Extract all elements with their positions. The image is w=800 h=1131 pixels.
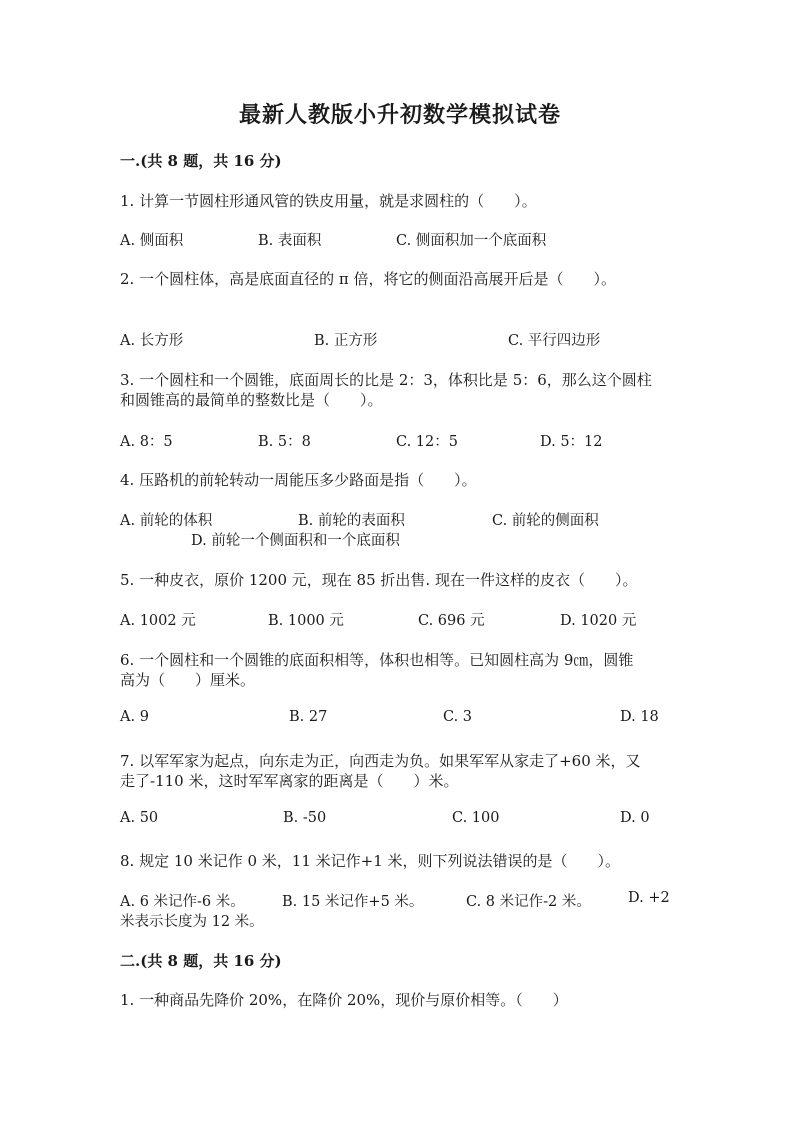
question-8-option-d-continued: 米表示长度为 12 米。 xyxy=(120,914,264,930)
section-heading-2: 二.(共 8 题，共 16 分) xyxy=(120,952,282,970)
question-3-stem-line-2: 和圆锥高的最简单的整数比是（ ）。 xyxy=(120,391,383,409)
question-8-option-c[interactable]: C. 8 米记作-2 米。 xyxy=(466,894,591,910)
question-3-option-c[interactable]: C. 12：5 xyxy=(396,434,458,450)
question-1-option-b[interactable]: B. 表面积 xyxy=(258,233,322,249)
question-4-option-a[interactable]: A. 前轮的体积 xyxy=(120,513,213,529)
page-title: 最新人教版小升初数学模拟试卷 xyxy=(238,102,561,128)
question-6-option-b[interactable]: B. 27 xyxy=(289,709,328,725)
question-4-option-d[interactable]: D. 前轮一个侧面积和一个底面积 xyxy=(191,533,400,549)
question-6-stem-line-2: 高为（ ）厘米。 xyxy=(120,671,256,689)
question-6-option-a[interactable]: A. 9 xyxy=(120,709,149,725)
question-5-option-a[interactable]: A. 1002 元 xyxy=(120,613,196,629)
question-3-option-a[interactable]: A. 8：5 xyxy=(120,434,173,450)
question-7-stem-line-1: 7. 以军军家为起点，向东走为正，向西走为负。如果军军从家走了+60 米，又 xyxy=(120,752,641,770)
question-2-option-b[interactable]: B. 正方形 xyxy=(314,333,378,349)
question-7-option-b[interactable]: B. -50 xyxy=(283,810,327,826)
question-7-option-a[interactable]: A. 50 xyxy=(120,810,159,826)
question-8-stem: 8. 规定 10 米记作 0 米，11 米记作+1 米，则下列说法错误的是（ ）。 xyxy=(120,852,621,870)
question-5-option-b[interactable]: B. 1000 元 xyxy=(268,613,344,629)
question-6-stem-line-1: 6. 一个圆柱和一个圆锥的底面积相等，体积也相等。已知圆柱高为 9㎝，圆锥 xyxy=(120,651,634,669)
question-2-option-c[interactable]: C. 平行四边形 xyxy=(508,333,601,349)
question-6-option-d[interactable]: D. 18 xyxy=(620,709,659,725)
question-1-option-c[interactable]: C. 侧面积加一个底面积 xyxy=(396,233,547,249)
question-2-stem: 2. 一个圆柱体，高是底面直径的 π 倍，将它的侧面沿高展开后是（ ）。 xyxy=(120,270,616,288)
question-3-stem-line-1: 3. 一个圆柱和一个圆锥，底面周长的比是 2：3，体积比是 5：6，那么这个圆柱 xyxy=(120,371,652,389)
question-6-option-c[interactable]: C. 3 xyxy=(443,709,473,725)
question-4-stem: 4. 压路机的前轮转动一周能压多少路面是指（ ）。 xyxy=(120,471,477,489)
question-5-option-c[interactable]: C. 696 元 xyxy=(418,613,485,629)
question-3-option-d[interactable]: D. 5：12 xyxy=(540,434,603,450)
question-8-option-b[interactable]: B. 15 米记作+5 米。 xyxy=(282,894,424,910)
question-4-option-b[interactable]: B. 前轮的表面积 xyxy=(298,513,405,529)
question-2-option-a[interactable]: A. 长方形 xyxy=(120,333,184,349)
question-1-stem: 1. 计算一节圆柱形通风管的铁皮用量，就是求圆柱的（ ）。 xyxy=(120,192,537,210)
question-3-option-b[interactable]: B. 5：8 xyxy=(258,434,311,450)
part-2-question-1-stem: 1. 一种商品先降价 20%，在降价 20%，现价与原价相等。（ ） xyxy=(120,991,568,1009)
question-5-option-d[interactable]: D. 1020 元 xyxy=(560,613,637,629)
question-7-stem-line-2: 走了-110 米，这时军军离家的距离是（ ）米。 xyxy=(120,772,459,790)
question-4-option-c[interactable]: C. 前轮的侧面积 xyxy=(492,513,599,529)
question-8-option-d[interactable]: D. +2 xyxy=(628,890,670,906)
question-5-stem: 5. 一种皮衣，原价 1200 元，现在 85 折出售. 现在一件这样的皮衣（ ）。 xyxy=(120,571,638,589)
question-1-option-a[interactable]: A. 侧面积 xyxy=(120,233,184,249)
question-7-option-c[interactable]: C. 100 xyxy=(452,810,500,826)
question-8-option-a[interactable]: A. 6 米记作-6 米。 xyxy=(120,894,245,910)
question-7-option-d[interactable]: D. 0 xyxy=(620,810,650,826)
section-heading-1: 一.(共 8 题，共 16 分) xyxy=(120,152,282,170)
